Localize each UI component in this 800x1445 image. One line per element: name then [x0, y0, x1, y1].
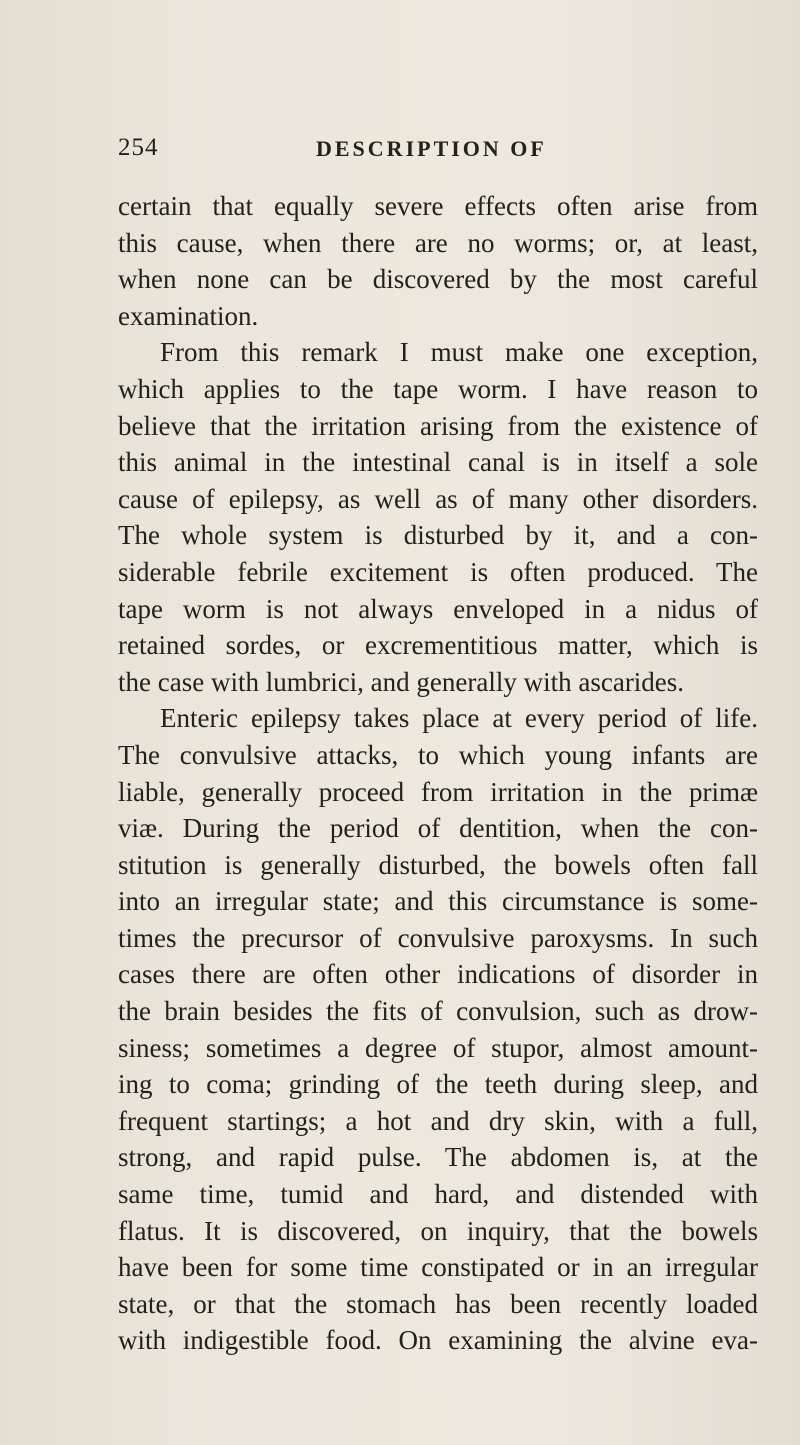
text-line: The whole system is disturbed by it, and a con-: [118, 520, 758, 551]
text-line: From this remark I must make one exception,: [160, 337, 758, 368]
text-line: same time, tumid and hard, and distended with: [118, 1179, 758, 1210]
text-line: examination.: [118, 300, 259, 331]
text-line: siderable febrile excitement is often produced. The: [118, 556, 758, 587]
text-line: frequent startings; a hot and dry skin, with a full,: [118, 1105, 758, 1136]
text-line: this animal in the intestinal canal is in itself a sole: [118, 447, 758, 478]
text-line: cause of epilepsy, as well as of many other disorders.: [118, 483, 758, 514]
text-line: strong, and rapid pulse. The abdomen is, at the: [118, 1142, 758, 1173]
text-line: into an irregular state; and this circumstance is some-: [118, 886, 758, 917]
text-line: Enteric epilepsy takes place at every period of life.: [160, 703, 758, 734]
text-line: the case with lumbrici, and generally with ascarides.: [118, 666, 685, 697]
text-line: siness; sometimes a degree of stupor, almost amount-: [118, 1032, 758, 1063]
text-line: times the precursor of convulsive paroxysms. In such: [118, 922, 758, 953]
text-line: flatus. It is discovered, on inquiry, that the bowels: [118, 1215, 758, 1246]
text-line: state, or that the stomach has been recently loaded: [118, 1288, 758, 1319]
body-text: [118, 188, 758, 1359]
text-line: certain that equally severe effects often arise from: [118, 191, 758, 221]
page-number: 254: [118, 134, 159, 161]
text-line: stitution is generally disturbed, the bowels often fall: [118, 849, 758, 880]
text-line: retained sordes, or excrementitious matter, which is: [118, 630, 758, 661]
text-line: with indigestible food. On examining the alvine eva-: [118, 1325, 758, 1356]
text-line: believe that the irritation arising from the existence of: [118, 410, 758, 441]
running-title: DESCRIPTION OF: [316, 136, 547, 161]
text-line: viæ. During the period of dentition, when the con-: [118, 813, 758, 844]
text-line: The convulsive attacks, to which young infants are: [118, 739, 758, 770]
text-line: this cause, when there are no worms; or, at least,: [118, 227, 758, 258]
text-line: cases there are often other indications of disorder in: [118, 959, 758, 990]
text-line: the brain besides the fits of convulsion, such as drow-: [118, 996, 758, 1027]
text-line: ing to coma; grinding of the teeth during sleep, and: [118, 1069, 758, 1100]
text-line: tape worm is not always enveloped in a nidus of: [118, 593, 758, 624]
text-line: liable, generally proceed from irritation in the primæ: [118, 776, 758, 807]
text-line: have been for some time constipated or in an irregular: [118, 1252, 758, 1283]
running-head: [118, 134, 740, 170]
text-line: when none can be discovered by the most careful: [118, 264, 758, 295]
text-line: which applies to the tape worm. I have reason to: [118, 373, 758, 404]
